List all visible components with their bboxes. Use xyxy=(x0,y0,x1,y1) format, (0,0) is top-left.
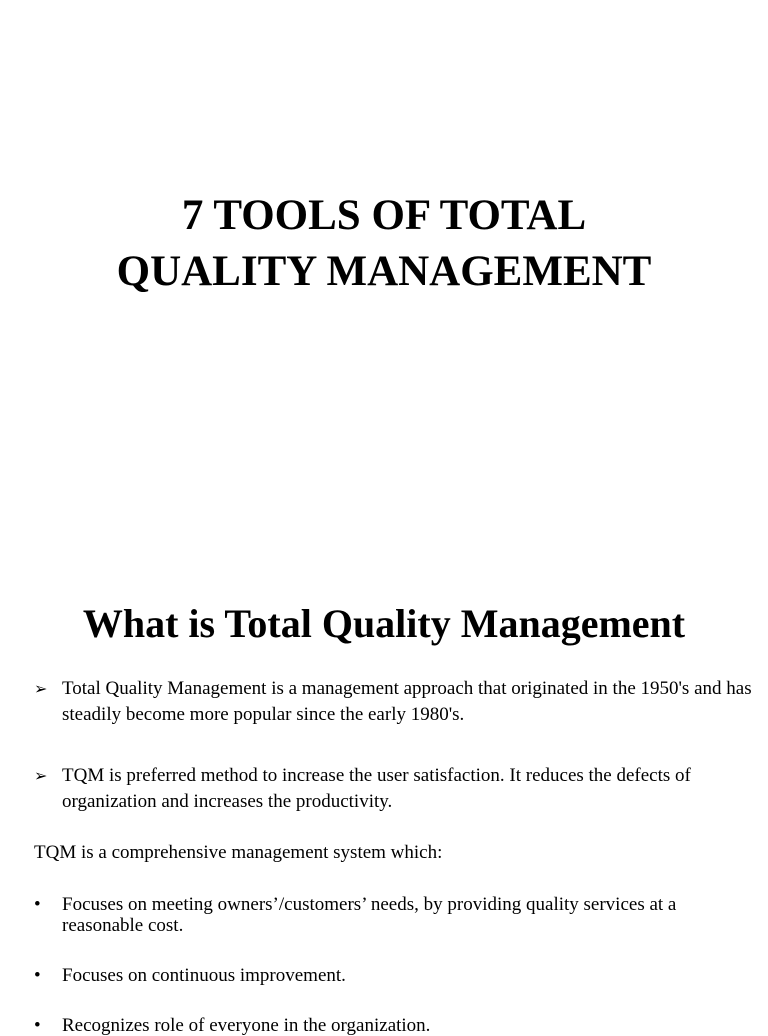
definition-slide xyxy=(0,560,768,1036)
bullet-dot-icon: • xyxy=(34,894,41,915)
arrow-list-item xyxy=(34,676,754,728)
arrow-list-item-text: TQM is preferred method to increase the user satisfaction. It reduces the defects of organization and increases the productivity. xyxy=(62,765,691,812)
bullet-list-item-text: Recognizes role of everyone in the organization. xyxy=(62,1015,431,1036)
arrow-bullet-icon: ➢ xyxy=(34,766,48,785)
arrow-list-item-text: Total Quality Management is a management approach that originated in the 1950's and has steadily become more popular since the early 1980's. xyxy=(62,678,752,725)
slide-heading: What is Total Quality Management xyxy=(82,601,686,646)
bullet-list-item xyxy=(34,1015,754,1036)
bullet-list-item xyxy=(34,894,754,936)
bullet-list-item-text: Focuses on continuous improvement. xyxy=(62,965,346,986)
bullet-dot-icon: • xyxy=(34,965,41,986)
intro-text: TQM is a comprehensive management system which: xyxy=(34,842,443,863)
bullet-list-item-text: Focuses on meeting owners’/customers’ needs, by providing quality services at a reasonable cost. xyxy=(62,894,677,936)
slide-title-line-1: 7 TOOLS OF TOTAL xyxy=(181,192,587,239)
slide-title-line-2: QUALITY MANAGEMENT xyxy=(116,248,652,295)
bullet-list-item xyxy=(34,965,754,986)
arrow-bullet-icon: ➢ xyxy=(34,679,48,698)
slide-title xyxy=(0,188,768,300)
bullet-dot-icon: • xyxy=(34,1015,41,1036)
arrow-list-item xyxy=(34,763,754,815)
